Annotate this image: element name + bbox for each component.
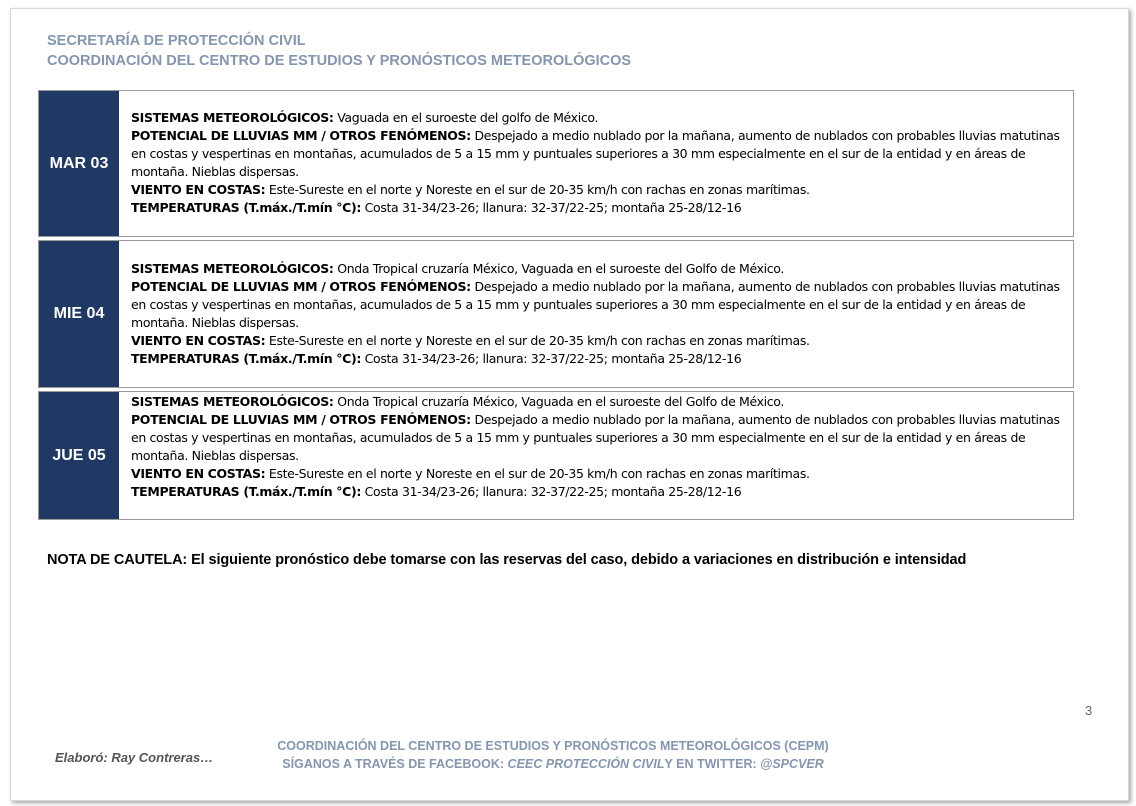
lluvias-label: POTENCIAL DE LLUVIAS MM / OTROS FENÓMENOS: [131, 279, 471, 294]
viento-value: Este-Sureste en el norte y Noreste en el sur de 20-35 km/h con rachas en zonas marítimas. [265, 182, 810, 197]
sistemas-line [131, 109, 1063, 127]
forecast-row [38, 240, 1074, 388]
footer-facebook-link[interactable]: CEEC PROTECCIÓN CIVIL [507, 757, 665, 771]
sistemas-line [131, 393, 1063, 411]
sistemas-label: SISTEMAS METEOROLÓGICOS: [131, 394, 334, 409]
lluvias-label: POTENCIAL DE LLUVIAS MM / OTROS FENÓMENOS: [131, 128, 471, 143]
temp-label: TEMPERATURAS (T.máx./T.mín °C): [131, 484, 362, 499]
temp-line [131, 483, 1063, 501]
sistemas-label: SISTEMAS METEOROLÓGICOS: [131, 110, 334, 125]
viento-label: VIENTO EN COSTAS: [131, 333, 266, 348]
sistemas-label: SISTEMAS METEOROLÓGICOS: [131, 261, 334, 276]
temp-value: Costa 31-34/23-26; llanura: 32-37/22-25; montaña 25-28/12-16 [361, 484, 742, 499]
sistemas-line [131, 260, 1063, 278]
forecast-text [119, 241, 1073, 387]
day-label: MAR 03 [39, 91, 119, 236]
header-coordination: COORDINACIÓN DEL CENTRO DE ESTUDIOS Y PRONÓSTICOS METEOROLÓGICOS [47, 53, 632, 69]
lluvias-line [131, 278, 1063, 332]
day-label: JUE 05 [39, 392, 119, 519]
viento-value: Este-Sureste en el norte y Noreste en el sur de 20-35 km/h con rachas en zonas marítimas. [265, 466, 810, 481]
viento-label: VIENTO EN COSTAS: [131, 466, 266, 481]
lluvias-line [131, 411, 1063, 465]
lluvias-line [131, 127, 1063, 181]
viento-line [131, 465, 1063, 483]
temp-label: TEMPERATURAS (T.máx./T.mín °C): [131, 200, 362, 215]
forecast-text [119, 91, 1073, 236]
footer [273, 737, 833, 773]
forecast-table [38, 90, 1074, 523]
footer-coordination: COORDINACIÓN DEL CENTRO DE ESTUDIOS Y PRONÓSTICOS METEOROLÓGICOS (CEPM) [277, 739, 829, 753]
footer-twitter-label: Y EN TWITTER: [664, 757, 761, 771]
temp-line [131, 199, 1063, 217]
forecast-row [38, 90, 1074, 237]
forecast-text [119, 392, 1073, 519]
temp-value: Costa 31-34/23-26; llanura: 32-37/22-25; montaña 25-28/12-16 [361, 200, 742, 215]
forecast-row [38, 391, 1074, 520]
viento-line [131, 332, 1063, 350]
viento-line [131, 181, 1063, 199]
sistemas-value: Onda Tropical cruzaría México, Vaguada en el suroeste del Golfo de México. [333, 261, 784, 276]
footer-twitter-link[interactable]: @SPCVER [760, 757, 824, 771]
document-page [10, 8, 1129, 801]
viento-value: Este-Sureste en el norte y Noreste en el sur de 20-35 km/h con rachas en zonas marítimas. [265, 333, 810, 348]
lluvias-value: Despejado a medio nublado por la mañana, aumento de nublados con probables lluvias matutinas en costas y vespertinas en montañas, acumulados de 5 a 15 mm y puntuales superiores a 30 mm especialmente en el sur de la entidad y en áreas de montaña. Nieblas dispersas. [131, 279, 1060, 330]
sistemas-value: Vaguada en el suroeste del golfo de México. [333, 110, 599, 125]
footer-facebook-label: SÍGANOS A TRAVÉS DE FACEBOOK: [282, 757, 508, 771]
temp-line [131, 350, 1063, 368]
document-header [47, 31, 631, 71]
lluvias-label: POTENCIAL DE LLUVIAS MM / OTROS FENÓMENOS: [131, 412, 471, 427]
page-number: 3 [1085, 703, 1093, 718]
viento-label: VIENTO EN COSTAS: [131, 182, 266, 197]
header-agency: SECRETARÍA DE PROTECCIÓN CIVIL [47, 33, 306, 49]
lluvias-value: Despejado a medio nublado por la mañana, aumento de nublados con probables lluvias matutinas en costas y vespertinas en montañas, acumulados de 5 a 15 mm y puntuales superiores a 30 mm especialmente en el sur de la entidad y en áreas de montaña. Nieblas dispersas. [131, 128, 1060, 179]
temp-value: Costa 31-34/23-26; llanura: 32-37/22-25; montaña 25-28/12-16 [361, 351, 742, 366]
day-label: MIE 04 [39, 241, 119, 387]
temp-label: TEMPERATURAS (T.máx./T.mín °C): [131, 351, 362, 366]
lluvias-value: Despejado a medio nublado por la mañana, aumento de nublados con probables lluvias matutinas en costas y vespertinas en montañas, acumulados de 5 a 15 mm y puntuales superiores a 30 mm especialmente en el sur de la entidad y en áreas de montaña. Nieblas dispersas. [131, 412, 1060, 463]
author-credit: Elaboró: Ray Contreras… [55, 750, 214, 765]
sistemas-value: Onda Tropical cruzaría México, Vaguada en el suroeste del Golfo de México. [333, 394, 784, 409]
caution-note: NOTA DE CAUTELA: El siguiente pronóstico debe tomarse con las reservas del caso, debido a variaciones en distribución e intensidad [47, 552, 967, 568]
footer-social [273, 755, 833, 773]
